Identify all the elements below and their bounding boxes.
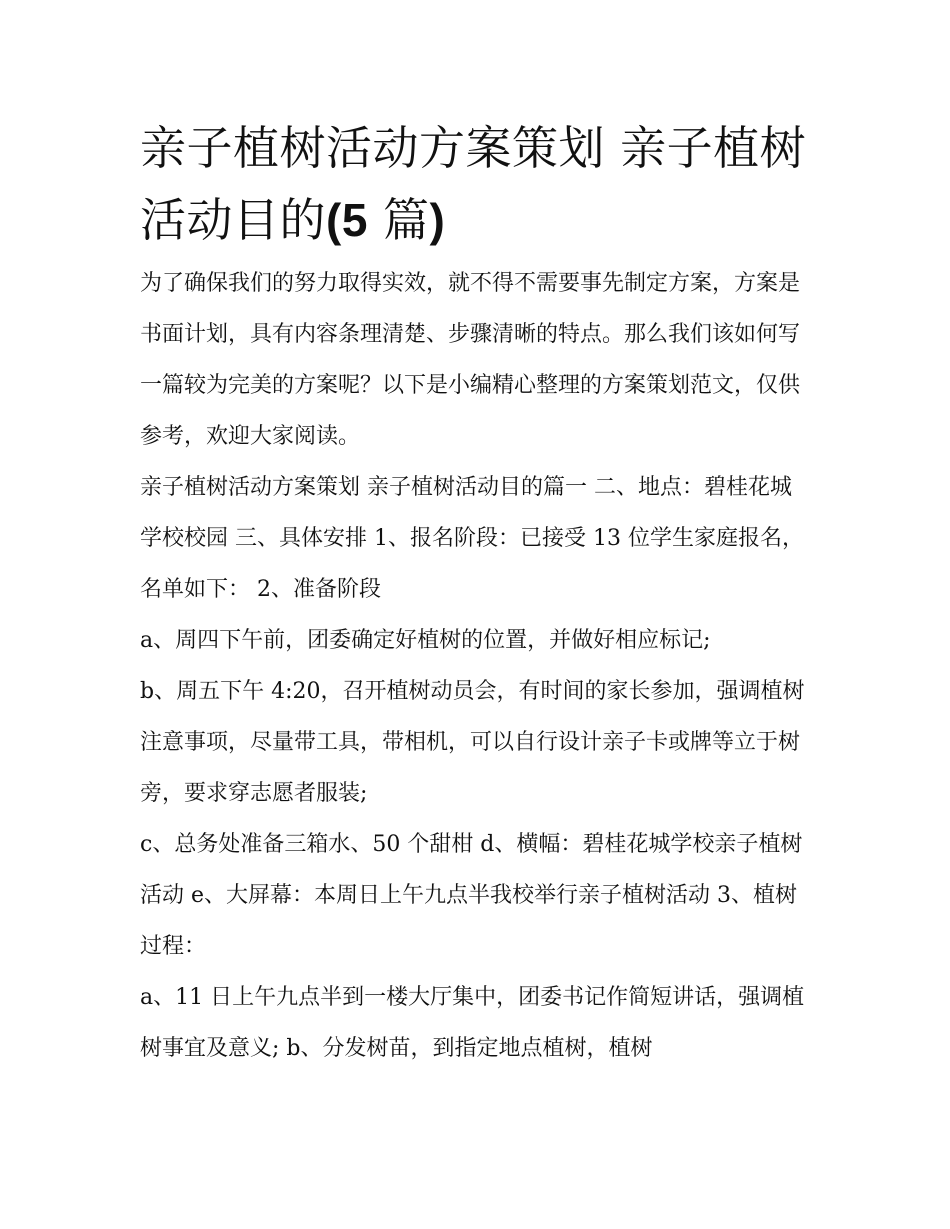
title-count-close: ) (429, 194, 446, 246)
document-title (140, 112, 812, 256)
body-paragraph: 亲子植树活动方案策划 亲子植树活动目的篇一 二、地点：碧桂花城学校校园 三、具体安排 1、报名阶段：已接受 13 位学生家庭报名，名单如下： 2、准备阶段 (140, 475, 804, 602)
title-count-open: (5 (326, 194, 368, 246)
body-paragraph: a、周四下午前，团委确定好植树的位置，并做好相应标记; (140, 628, 711, 653)
body-paragraph: c、总务处准备三箱水、50 个甜柑 d、横幅：碧桂花城学校亲子植树活动 e、大屏幕：本周日上午九点半我校举行亲子植树活动 3、植树过程： (140, 832, 803, 959)
body-paragraph: a、11 日上午九点半到一楼大厅集中，团委书记作简短讲话，强调植树事宜及意义; b、分发树苗，到指定地点植树，植树 (140, 985, 805, 1061)
title-text: 亲子植树活动方案策划 亲子植树活动目的 (140, 121, 807, 247)
body-paragraph: b、周五下午 4:20，召开植树动员会，有时间的家长参加，强调植树注意事项，尽量带工具，带相机，可以自行设计亲子卡或牌等立于树旁，要求穿志愿者服装; (140, 679, 805, 806)
intro-paragraph: 为了确保我们的努力取得实效，就不得不需要事先制定方案，方案是书面计划，具有内容条理清楚、步骤清晰的特点。那么我们该如何写一篇较为完美的方案呢？以下是小编精心整理的方案策划范文，仅供参考，欢迎大家阅读。 (140, 271, 801, 449)
title-count-unit: 篇 (367, 193, 430, 247)
document-page (140, 112, 812, 1074)
